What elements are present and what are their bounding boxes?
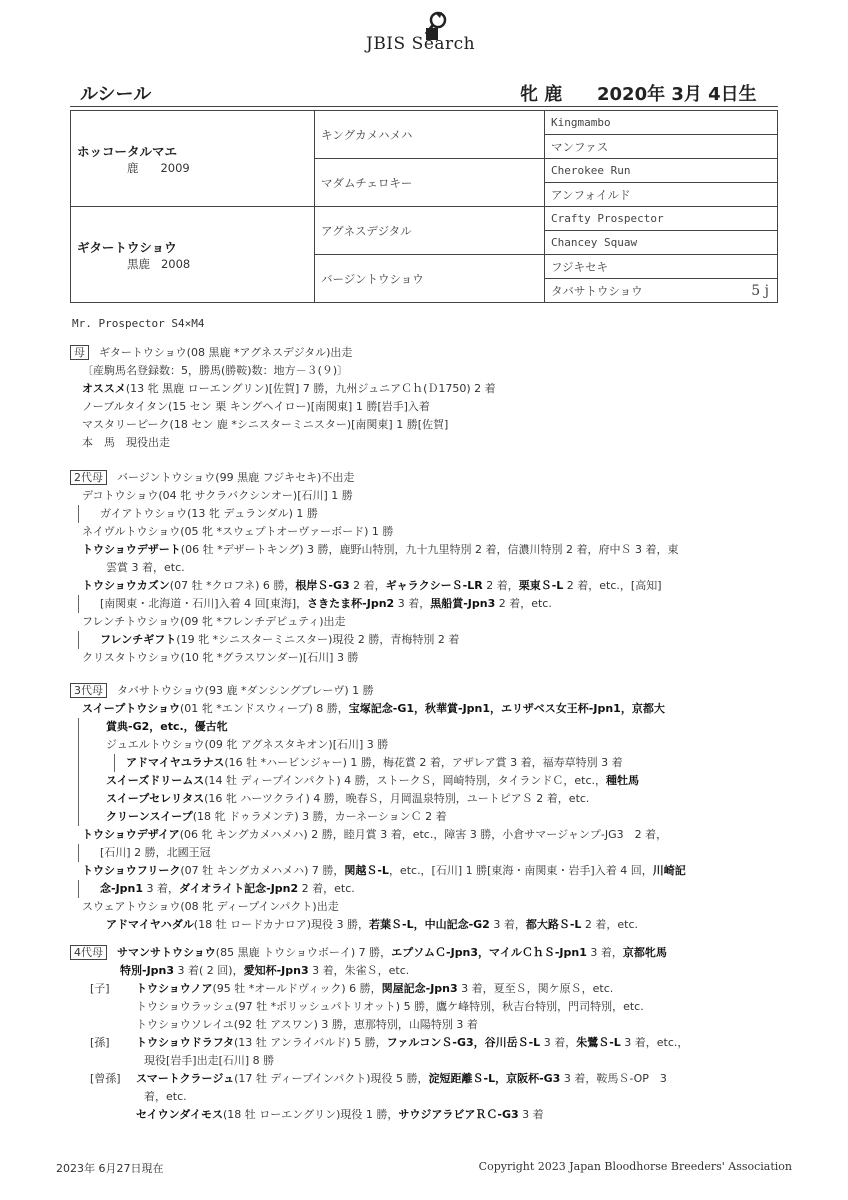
- family-line: 特別-Jpn3 3 着( 2 回)，愛知杯-Jpn3 3 着，朱雀Ｓ，etc.: [120, 964, 410, 977]
- family-line: 現役[岩手]出走[石川] 8 勝: [144, 1054, 275, 1067]
- offspring-line: ノーブルタイタン(15 セン 栗 キングヘイロー)[南関東] 1 勝[岩手]入着: [82, 400, 430, 413]
- family-line: アドマイヤユラナス(16 牡 *ハービンジャー) 1 勝，梅花賞 2 着，アザレア賞 3 着，福寿草特別 3 着: [70, 754, 790, 772]
- family-line: スウェアトウショウ(08 牝 ディープインパクト)出走: [82, 900, 339, 913]
- family-line: [南関東・北海道・石川]入着 4 回[東海]，さきたま杯-Jpn2 3 着，黒船賞-Jpn3 2 着，etc.: [70, 595, 790, 613]
- horse-birthdate: 2020年 3月 4日生: [597, 84, 757, 105]
- family-line: クリスタトウショウ(10 牝 *グラスワンダー)[石川] 3 勝: [82, 651, 359, 664]
- jbis-search-logo: [366, 10, 496, 56]
- sire-info: 鹿 2009: [127, 160, 190, 175]
- ssd-cell[interactable]: マンファス: [545, 135, 778, 159]
- family-line: トウショウデザイア(06 牝 キングカメハメハ) 2 勝，睦月賞 3 着，etc.，障害 3 勝，小倉サマージャンプ-JG3 2 着，: [82, 828, 668, 841]
- family-line: スイープセレリタス(16 牝 ハーツクライ) 4 勝，晩春Ｓ，月岡温泉特別，ユートピアＳ 2 着，etc.: [70, 790, 790, 808]
- dam-line: ギタートウショウ(08 黒鹿 *アグネスデジタル)出走: [99, 346, 353, 359]
- family-line: トウショウデザート(06 牡 *デザートキング) 3 勝，鹿野山特別，九十九里特別 2 着，信濃川特別 2 着，府中Ｓ 3 着，東: [82, 543, 679, 556]
- family-line: ジュエルトウショウ(09 牝 アグネスタキオン)[石川] 3 勝: [70, 736, 790, 754]
- fourth-dam-section: 4代母 サマンサトウショウ(85 黒鹿 トウショウボーイ) 7 勝，エプソムＣ-Jpn3，マイルＣｈＳ-Jpn1 3 着，京都牝馬 特別-Jpn3 3 着( 2 回)，愛知杯-Jpn3 3 着，朱雀Ｓ，etc. [子] トウショウノア(95 牡 *オールドヴィック) 6 勝，関屋記念-Jpn3 3 着，夏至Ｓ，関ケ原Ｓ，etc. トウショウラッシュ(97 牡 *ポリッシュパトリオット) 5 勝，鷹ケ峰特別，秋吉台特別，門司特別，etc. トウショウソレイユ(92 牡 アスワン) 3 勝，恵那特別，山陽特別 3 着 [孫] トウショウドラフタ(13 牡 アンライバルド) 5 勝，ファルコンＳ-G3，谷川岳Ｓ-L 3 着，朱鷺Ｓ-L 3 着，etc.， 現役[岩手]出走[石川] 8 勝 [曾孫] スマートクラージュ(17 牡 ディープインパクト)現役 5 勝，淀短距離Ｓ-L，京阪杯-G3 3 着，鞍馬Ｓ-OP 3 着，etc. セイウンダイモス(18 牡 ローエングリン)現役 1 勝，サウジアラビアＲＣ-G3 3 着: [70, 944, 790, 1124]
- family-line: [曾孫] スマートクラージュ(17 牡 ディープインパクト)現役 5 勝，淀短距離Ｓ-L，京阪杯-G3 3 着，鞍馬Ｓ-OP 3: [90, 1072, 667, 1085]
- ddd-cell: [545, 279, 778, 303]
- family-line: トウショウカズン(07 牡 *クロフネ) 6 勝，根岸Ｓ-G3 2 着，ギャラクシーＳ-LR 2 着，栗東Ｓ-L 2 着，etc.，[高知]: [82, 579, 662, 592]
- family-line: ネイヴルトウショウ(05 牝 *スウェプトオーヴァーボード) 1 勝: [82, 525, 394, 538]
- dosage-label: 5 j: [751, 282, 769, 299]
- third-dam-section: 3代母 タバサトウショウ(93 鹿 *ダンシングブレーヴ) 1 勝 スイープトウショウ(01 牝 *エンドスウィープ) 8 勝，宝塚記念-G1，秋華賞-Jpn1，エリザベス女王杯-Jpn1，京都大 賞典-G2，etc.，優古牝 ジュエルトウショウ(09 牝 アグネスタキオン)[石川] 3 勝 アドマイヤユラナス(16 牡 *ハービンジャー) 1 勝，梅花賞 2 着，アザレア賞 3 着，福寿草特別 3 着 スイーズドリームス(14 牡 ディープインパクト) 4 勝，ストークＳ，岡崎特別，タイランドＣ，etc.，種牡馬 スイープセレリタス(16 牝 ハーツクライ) 4 勝，晩春Ｓ，月岡温泉特別，ユートピアＳ 2 着，etc. クリーンスイープ(18 牝 ドゥラメンテ) 3 勝，カーネーションＣ 2 着 トウショウデザイア(06 牝 キングカメハメハ) 2 勝，睦月賞 3 着，etc.，障害 3 勝，小倉サマージャンプ-JG3 2 着， [石川] 2 勝，北國王冠 トウショウフリーク(07 牡 キングカメハメハ) 7 勝，関越Ｓ-L，etc.，[石川] 1 勝[東海・南関東・岩手]入着 4 回，川崎記 念-Jpn1 3 着，ダイオライト記念-Jpn2 2 着，etc. スウェアトウショウ(08 牝 ディープインパクト)出走 アドマイヤハダル(18 牡 ロードカナロア)現役 3 勝，若葉Ｓ-L，中山記念-G2 3 着，都大路Ｓ-L 2 着，etc.: [70, 682, 790, 934]
- pedigree-table: [70, 110, 778, 303]
- footer-date: 2023年 6月27日現在: [56, 1162, 164, 1175]
- family-line: [孫] トウショウドラフタ(13 牡 アンライバルド) 5 勝，ファルコンＳ-G3，谷川岳Ｓ-L 3 着，朱鷺Ｓ-L 3 着，etc.，: [90, 1036, 689, 1049]
- family-line: フレンチトウショウ(09 牝 *フレンチデピュティ)出走: [82, 615, 346, 628]
- footer-copyright: Copyright 2023 Japan Bloodhorse Breeders' Association: [478, 1160, 792, 1173]
- second-dam-section: 2代母 バージントウショウ(99 黒鹿 フジキセキ)不出走 デコトウショウ(04 牝 サクラバクシンオー)[石川] 1 勝 ガイアトウショウ(13 牝 デュランダル) 1 勝 ネイヴルトウショウ(05 牝 *スウェプトオーヴァーボード) 1 勝 トウショウデザート(06 牡 *デザートキング) 3 勝，鹿野山特別，九十九里特別 2 着，信濃川特別 2 着，府中Ｓ 3 着，東 雲賞 3 着，etc. トウショウカズン(07 牡 *クロフネ) 6 勝，根岸Ｓ-G3 2 着，ギャラクシーＳ-LR 2 着，栗東Ｓ-L 2 着，etc.，[高知] [南関東・北海道・石川]入着 4 回[東海]，さきたま杯-Jpn2 3 着，黒船賞-Jpn3 2 着，etc. フレンチトウショウ(09 牝 *フレンチデピュティ)出走 フレンチギフト(19 牝 *シニスターミニスター)現役 2 勝，青梅特別 2 着 クリスタトウショウ(10 牝 *グラスワンダー)[石川] 3 勝: [70, 469, 790, 667]
- dam-stats: 〔産駒馬名登録数：5，勝馬(勝鞍)数：地方－３(９)〕: [82, 364, 349, 377]
- offspring-line: マスタリーピーク(18 セン 鹿 *シニスターミニスター)[南関東] 1 勝[佐賀]: [82, 418, 449, 431]
- family-line: ガイアトウショウ(13 牝 デュランダル) 1 勝: [70, 505, 790, 523]
- section-tag: 2代母: [70, 470, 107, 485]
- sdd-cell[interactable]: アンフォイルド: [545, 183, 778, 207]
- sire-sire-cell[interactable]: キングカメハメハ: [315, 111, 545, 159]
- dam-section: [70, 344, 790, 452]
- horse-name: ルシール: [80, 84, 152, 105]
- family-line: 着，etc.: [144, 1090, 187, 1103]
- dam-dam-cell[interactable]: バージントウショウ: [315, 255, 545, 303]
- family-line: クリーンスイープ(18 牝 ドゥラメンテ) 3 勝，カーネーションＣ 2 着: [70, 808, 790, 826]
- family-line: トウショウフリーク(07 牡 キングカメハメハ) 7 勝，関越Ｓ-L，etc.，[石川] 1 勝[東海・南関東・岩手]入着 4 回，川崎記: [82, 864, 686, 877]
- dam-cell: [71, 207, 315, 303]
- section-tag: 3代母: [70, 683, 107, 698]
- family-line: [石川] 2 勝，北國王冠: [70, 844, 790, 862]
- family-line: トウショウソレイユ(92 牡 アスワン) 3 勝，恵那特別，山陽特別 3 着: [136, 1018, 478, 1031]
- offspring-line: 本 馬 現役出走: [82, 436, 170, 449]
- dds-cell[interactable]: フジキセキ: [545, 255, 778, 279]
- horse-title-row: [80, 80, 788, 108]
- title-underline: [70, 106, 778, 107]
- dsd-cell[interactable]: Chancey Squaw: [545, 231, 778, 255]
- horse-sex-color: 牝 鹿: [520, 84, 563, 105]
- family-line: デコトウショウ(04 牝 サクラバクシンオー)[石川] 1 勝: [82, 489, 353, 502]
- sss-cell[interactable]: Kingmambo: [545, 111, 778, 135]
- family-line: トウショウラッシュ(97 牡 *ポリッシュパトリオット) 5 勝，鷹ケ峰特別，秋吉台特別，門司特別，etc.: [136, 1000, 644, 1013]
- offspring-line: オススメ(13 牝 黒鹿 ローエングリン)[佐賀] 7 勝，九州ジュニアＣｈ(Ｄ1750) 2 着: [82, 382, 496, 395]
- dam-info: 黒鹿 2008: [127, 256, 191, 271]
- family-line: 賞典-G2，etc.，優古牝: [70, 718, 790, 736]
- family-line: フレンチギフト(19 牝 *シニスターミニスター)現役 2 勝，青梅特別 2 着: [70, 631, 790, 649]
- sire-dam-cell[interactable]: マダムチェロキー: [315, 159, 545, 207]
- dss-cell[interactable]: Crafty Prospector: [545, 207, 778, 231]
- family-line: セイウンダイモス(18 牡 ローエングリン)現役 1 勝，サウジアラビアＲＣ-G3 3 着: [136, 1108, 544, 1121]
- family-line: アドマイヤハダル(18 牡 ロードカナロア)現役 3 勝，若葉Ｓ-L，中山記念-G2 3 着，都大路Ｓ-L 2 着，etc.: [106, 918, 639, 931]
- dam-name[interactable]: ギタートウショウ: [77, 239, 177, 255]
- sire-cell: [71, 111, 315, 207]
- family-line: 雲賞 3 着，etc.: [106, 561, 185, 574]
- ddd-name[interactable]: タバサトウショウ: [551, 283, 643, 298]
- family-line: 念-Jpn1 3 着，ダイオライト記念-Jpn2 2 着，etc.: [70, 880, 790, 898]
- family-line: [子] トウショウノア(95 牡 *オールドヴィック) 6 勝，関屋記念-Jpn3 3 着，夏至Ｓ，関ケ原Ｓ，etc.: [90, 982, 614, 995]
- family-line: スイープトウショウ(01 牝 *エンドスウィープ) 8 勝，宝塚記念-G1，秋華賞-Jpn1，エリザベス女王杯-Jpn1，京都大: [82, 702, 665, 715]
- section-tag: 4代母: [70, 945, 107, 960]
- inbreeding-note: Mr. Prospector S4×M4: [72, 317, 205, 330]
- sire-name[interactable]: ホッコータルマエ: [77, 143, 178, 159]
- section-tag: 母: [70, 345, 89, 360]
- family-line: スイーズドリームス(14 牡 ディープインパクト) 4 勝，ストークＳ，岡崎特別，タイランドＣ，etc.，種牡馬: [70, 772, 790, 790]
- sds-cell[interactable]: Cherokee Run: [545, 159, 778, 183]
- logo-text: JBIS Search: [366, 34, 476, 54]
- dam-sire-cell[interactable]: アグネスデジタル: [315, 207, 545, 255]
